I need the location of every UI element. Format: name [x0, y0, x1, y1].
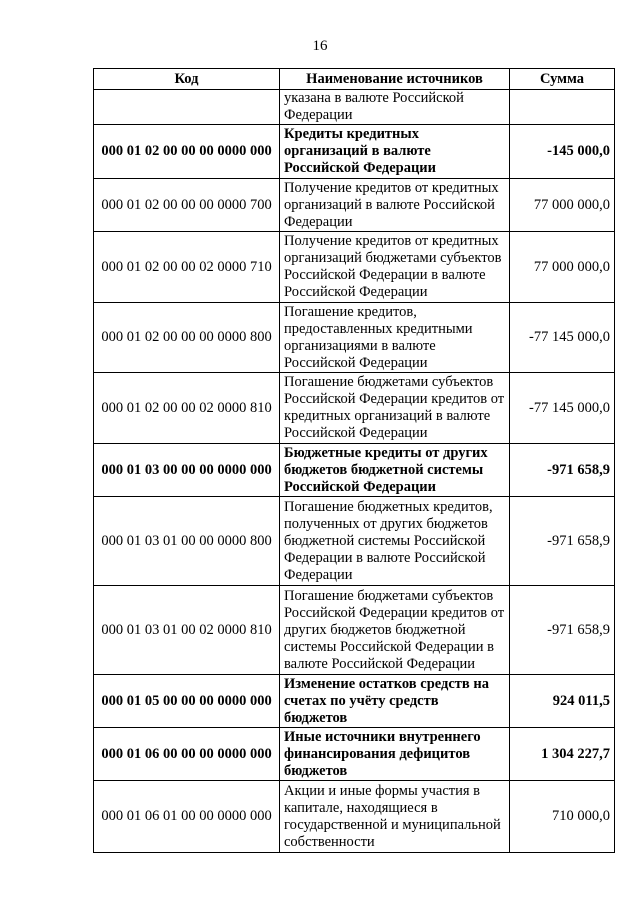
- table-row: [94, 232, 615, 303]
- row-sum-cell: [510, 90, 615, 125]
- table-row: [94, 125, 615, 179]
- row-name-cell: Акции и иные формы участия в капитале, находящиеся в государственной и муниципальной собственности: [280, 781, 510, 853]
- row-code-cell: 000 01 02 00 00 02 0000 810: [94, 373, 280, 444]
- row-code-cell: 000 01 02 00 00 00 0000 800: [94, 303, 280, 373]
- row-name-cell: указана в валюте Российской Федерации: [280, 90, 510, 125]
- row-code-cell: [94, 90, 280, 125]
- row-code-cell: 000 01 03 00 00 00 0000 000: [94, 444, 280, 497]
- row-name-cell: Получение кредитов от кредитных организаций бюджетами субъектов Российской Федерации в валюте Российской Федерации: [280, 232, 510, 303]
- row-code-cell: 000 01 02 00 00 02 0000 710: [94, 232, 280, 303]
- row-code-cell: 000 01 03 01 00 02 0000 810: [94, 586, 280, 675]
- table-row: [94, 675, 615, 728]
- row-name-cell: Бюджетные кредиты от других бюджетов бюджетной системы Российской Федерации: [280, 444, 510, 497]
- row-name-cell: Погашение бюджетами субъектов Российской Федерации кредитов от других бюджетов бюджетной системы Российской Федерации в валюте Российской Федерации: [280, 586, 510, 675]
- table-row: [94, 179, 615, 232]
- row-name-cell: Иные источники внутреннего финансирования дефицитов бюджетов: [280, 728, 510, 781]
- row-code-cell: 000 01 06 00 00 00 0000 000: [94, 728, 280, 781]
- row-name-cell: Кредиты кредитных организаций в валюте Российской Федерации: [280, 125, 510, 179]
- row-code-cell: 000 01 03 01 00 00 0000 800: [94, 497, 280, 586]
- row-sum-cell: 924 011,5: [510, 675, 615, 728]
- row-name-cell: Погашение бюджетами субъектов Российской Федерации кредитов от кредитных организаций в валюте Российской Федерации: [280, 373, 510, 444]
- header-code: Код: [94, 69, 280, 90]
- table-row: [94, 728, 615, 781]
- table-row: [94, 444, 615, 497]
- row-sum-cell: -971 658,9: [510, 497, 615, 586]
- table-body: [94, 90, 615, 853]
- row-code-cell: 000 01 06 01 00 00 0000 000: [94, 781, 280, 853]
- table-row: [94, 586, 615, 675]
- row-sum-cell: -971 658,9: [510, 444, 615, 497]
- row-code-cell: 000 01 05 00 00 00 0000 000: [94, 675, 280, 728]
- row-name-cell: Получение кредитов от кредитных организаций в валюте Российской Федерации: [280, 179, 510, 232]
- table-row: [94, 497, 615, 586]
- table-row: [94, 90, 615, 125]
- row-name-cell: Погашение бюджетных кредитов, полученных от других бюджетов бюджетной системы Российской Федерации в валюте Российской Федерации: [280, 497, 510, 586]
- row-sum-cell: 77 000 000,0: [510, 179, 615, 232]
- header-sum: Сумма: [510, 69, 615, 90]
- row-sum-cell: 1 304 227,7: [510, 728, 615, 781]
- row-sum-cell: 77 000 000,0: [510, 232, 615, 303]
- page-number: 16: [312, 38, 328, 54]
- row-name-cell: Погашение кредитов, предоставленных кредитными организациями в валюте Российской Федерации: [280, 303, 510, 373]
- row-code-cell: 000 01 02 00 00 00 0000 000: [94, 125, 280, 179]
- row-name-cell: Изменение остатков средств на счетах по учёту средств бюджетов: [280, 675, 510, 728]
- table-row: [94, 373, 615, 444]
- row-sum-cell: 710 000,0: [510, 781, 615, 853]
- row-sum-cell: -77 145 000,0: [510, 303, 615, 373]
- financing-sources-table: [93, 68, 615, 853]
- table-row: [94, 781, 615, 853]
- table-row: [94, 303, 615, 373]
- row-sum-cell: -971 658,9: [510, 586, 615, 675]
- header-name: Наименование источников: [280, 69, 510, 90]
- row-sum-cell: -77 145 000,0: [510, 373, 615, 444]
- row-sum-cell: -145 000,0: [510, 125, 615, 179]
- table-header-row: [94, 69, 615, 90]
- row-code-cell: 000 01 02 00 00 00 0000 700: [94, 179, 280, 232]
